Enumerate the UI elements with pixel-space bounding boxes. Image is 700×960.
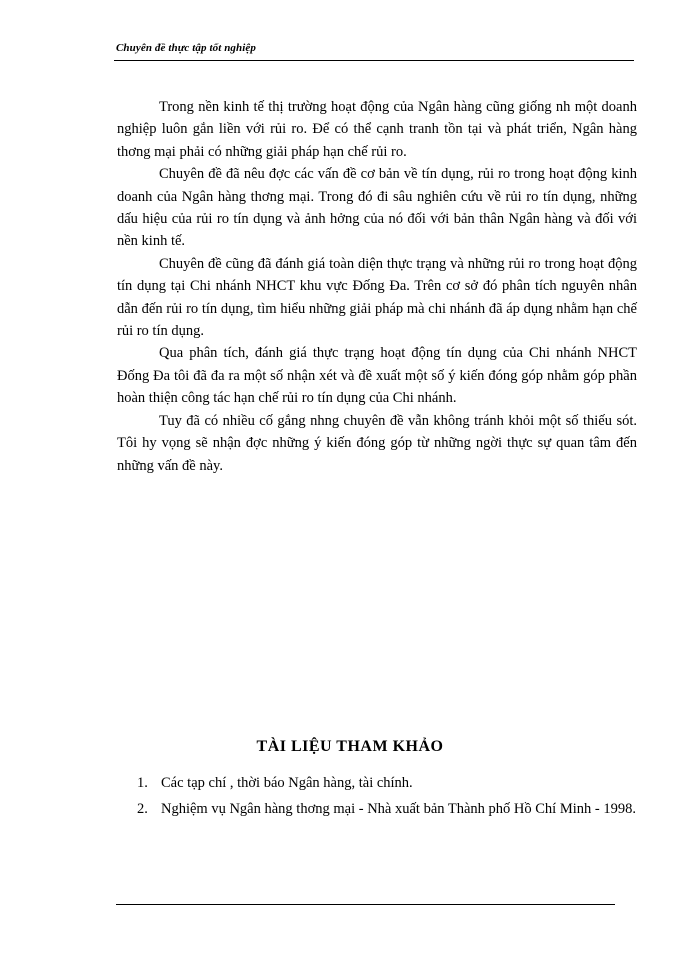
reference-number: 2. [137,801,148,818]
references-heading: TÀI LIỆU THAM KHẢO [256,738,444,755]
body-paragraph-1: Trong nền kinh tế thị trường hoạt động của Ngân hàng cũng giống nh một doanh nghiệp luôn gắn liền với rủi ro. Để có thể cạnh tranh tồn tại và phát triển, Ngân hàng thơng mại phải có những giải pháp hạn chế rủi ro. [117,99,637,160]
running-footer-rule [116,904,615,905]
body-paragraph-3: Chuyên đề cũng đã đánh giá toàn diện thực trạng và những rủi ro trong hoạt động tín dụng tại Chi nhánh NHCT khu vực Đống Đa. Trên cơ sở đó phân tích nguyên nhân dẫn đến rủi ro tín dụng, tìm hiểu những giải pháp mà chi nhánh đã áp dụng nhằm hạn chế rủi ro tín dụng. [117,255,637,340]
reference-number: 1. [137,775,148,791]
body-paragraph-4: Qua phân tích, đánh giá thực trạng hoạt động tín dụng của Chi nhánh NHCT Đống Đa tôi đã đa ra một số nhận xét và đề xuất một số ý kiến đóng góp nhằm góp phần hoàn thiện công tác hạn chế rủi ro tín dụng của Chi nhánh. [117,345,637,407]
reference-item-1 [137,772,637,794]
body-paragraph-2: Chuyên đề đã nêu đợc các vấn đề cơ bản về tín dụng, rủi ro trong hoạt động kinh doanh của Ngân hàng thơng mại. Trong đó đi sâu nghiên cứu về rủi ro tín dụng, những dấu hiệu của rủi ro tín dụng và ảnh hởng của nó đối với bản thân Ngân hàng và đối với nền kinh tế. [117,166,637,250]
reference-text: Các tạp chí , thời báo Ngân hàng, tài chính. [161,775,413,791]
conclusion-body [117,96,637,477]
running-header [114,42,634,61]
reference-text: Nghiệm vụ Ngân hàng thơng mại - Nhà xuất bản Thành phố Hồ Chí Minh - 1998. [161,801,636,818]
running-header-title: Chuyên đề thực tập tốt nghiệp [116,42,256,54]
reference-item-2 [137,798,637,820]
references-list [137,772,637,825]
body-paragraph-5: Tuy đã có nhiều cố gắng nhng chuyên đề vẫn không tránh khỏi một số thiếu sót. Tôi hy vọng sẽ nhận đợc những ý kiến đóng góp từ những ngời thực sự quan tâm đến những vấn đề này. [117,412,637,474]
